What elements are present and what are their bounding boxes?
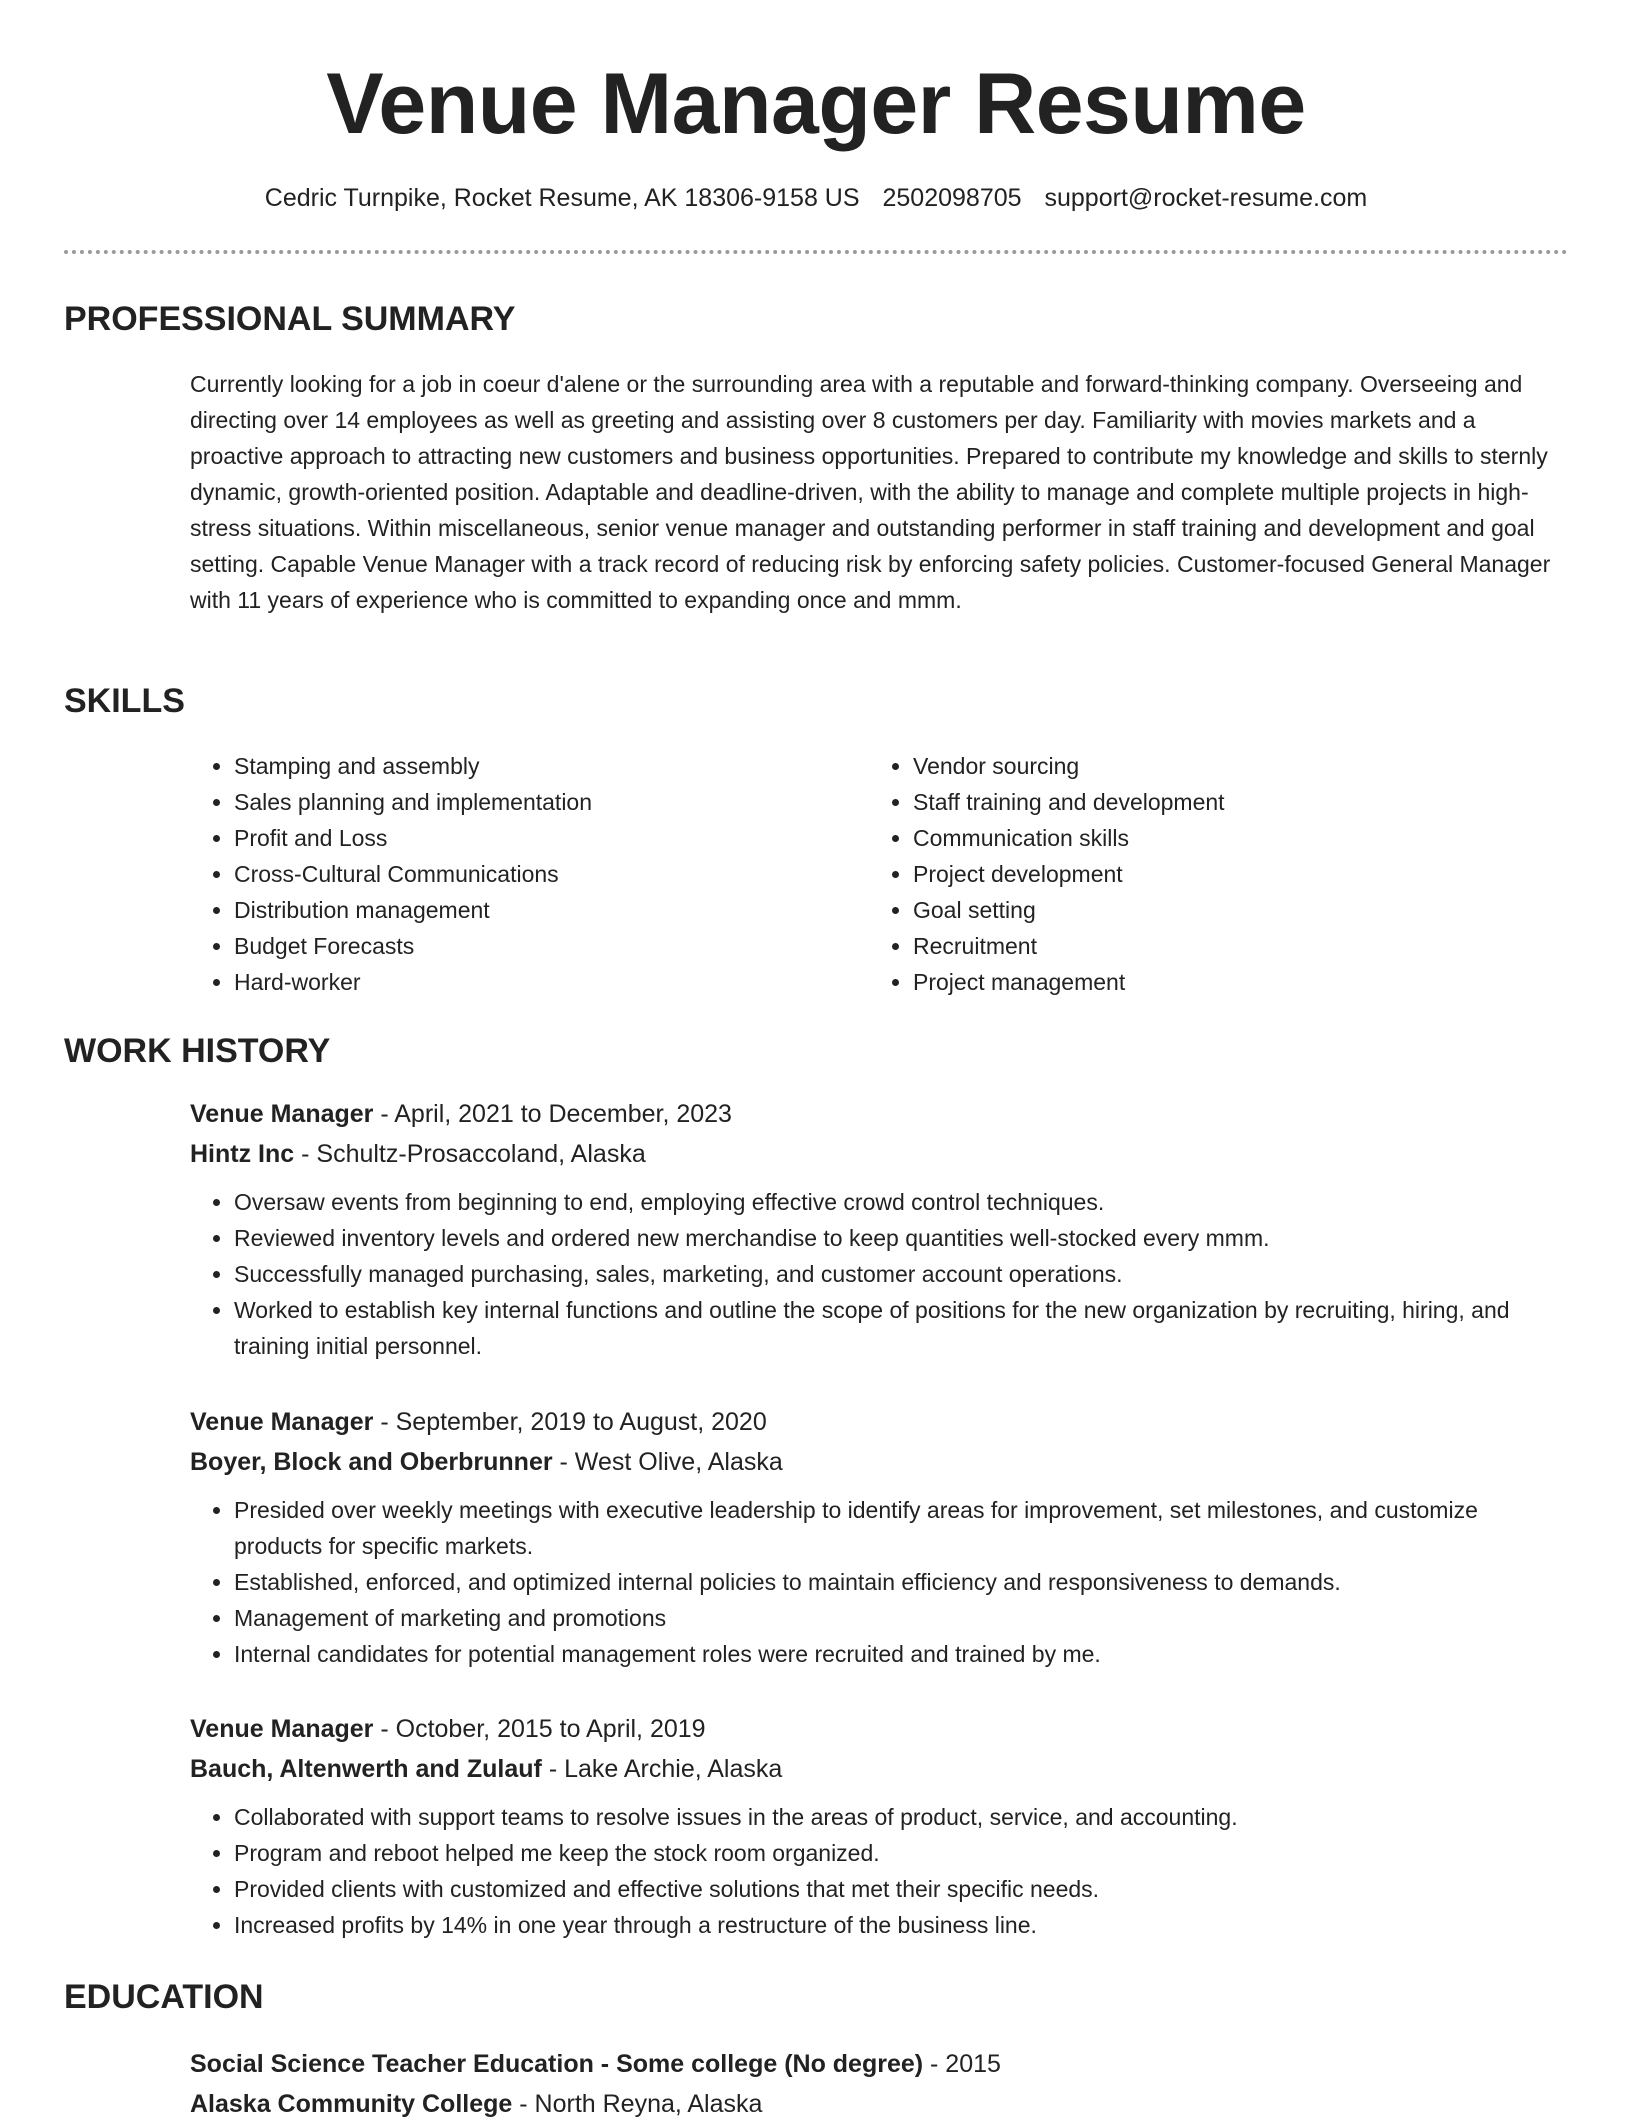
- skill-item: • Vendor sourcing: [913, 748, 1509, 784]
- job-role: Venue Manager: [190, 1408, 374, 1436]
- job-company: Hintz Inc: [190, 1140, 295, 1168]
- skill-item: • Staff training and development: [913, 784, 1509, 820]
- job-location: - West Olive, Alaska: [552, 1448, 783, 1476]
- job-company-line: [190, 1751, 1570, 1787]
- job-dates: - September, 2019 to August, 2020: [373, 1408, 767, 1436]
- section-title-skills: SKILLS: [64, 682, 185, 720]
- skill-item: • Project management: [913, 964, 1509, 1000]
- skill-item: • Communication skills: [913, 820, 1509, 856]
- summary-text: Currently looking for a job in coeur d'alene or the surrounding area with a reputable and forward-thinking company. Overseeing and directing over 14 employees as well as greeting and assisting over 8 customers per day. Familiarity with movies markets and a proactive approach to attracting new customers and business opportunities. Prepared to contribute my knowledge and skills to sternly dynamic, growth-oriented position. Adaptable and deadline-driven, with the ability to manage and complete multiple projects in high-stress situations. Within miscellaneous, senior venue manager and outstanding performer in staff training and development and goal setting. Capable Venue Manager with a track record of reducing risk by enforcing safety policies. Customer-focused General Manager with 11 years of experience who is committed to expanding once and mmm.: [190, 371, 1551, 613]
- contact-email: support@rocket-resume.com: [1044, 184, 1368, 212]
- contact-address: Cedric Turnpike, Rocket Resume, AK 18306-9158 US: [264, 184, 860, 212]
- job-entry: [190, 1096, 1570, 1364]
- job-location: - Lake Archie, Alaska: [541, 1755, 783, 1783]
- header-divider: [64, 250, 1568, 254]
- job-company-line: [190, 1136, 1570, 1172]
- job-bullet: • Provided clients with customized and effective solutions that met their specific needs.: [234, 1871, 1570, 1907]
- job-bullet: • Successfully managed purchasing, sales, marketing, and customer account operations.: [234, 1256, 1570, 1292]
- contact-phone: 2502098705: [882, 184, 1022, 212]
- skills-right-column: [869, 748, 1509, 1000]
- skill-item: • Sales planning and implementation: [234, 784, 830, 820]
- job-role: Venue Manager: [190, 1715, 374, 1743]
- section-title-education: EDUCATION: [64, 1978, 264, 2016]
- job-role: Venue Manager: [190, 1100, 374, 1128]
- job-company: Boyer, Block and Oberbrunner: [190, 1448, 553, 1476]
- education-location: - North Reyna, Alaska: [512, 2090, 763, 2118]
- job-bullet: • Reviewed inventory levels and ordered new merchandise to keep quantities well-stocked every mmm.: [234, 1220, 1570, 1256]
- education-school-line: [190, 2086, 1570, 2122]
- job-bullet: • Increased profits by 14% in one year through a restructure of the business line.: [234, 1907, 1570, 1943]
- job-bullet: • Worked to establish key internal functions and outline the scope of positions for the new organization by recruiting, hiring, and training initial personnel.: [234, 1292, 1570, 1364]
- education-degree-line: [190, 2046, 1570, 2082]
- skill-item: • Cross-Cultural Communications: [234, 856, 830, 892]
- skill-item: • Distribution management: [234, 892, 830, 928]
- job-location: - Schultz-Prosaccoland, Alaska: [294, 1140, 646, 1168]
- education-entry: [190, 2046, 1570, 2126]
- skill-item: • Hard-worker: [234, 964, 830, 1000]
- skill-item: • Project development: [913, 856, 1509, 892]
- education-degree: Social Science Teacher Education - Some college (No degree): [190, 2050, 924, 2078]
- skill-item: • Profit and Loss: [234, 820, 830, 856]
- job-bullet: • Presided over weekly meetings with executive leadership to identify areas for improvement, set milestones, and customize products for specific markets.: [234, 1492, 1570, 1564]
- job-entry: [190, 1711, 1570, 1943]
- section-title-summary: PROFESSIONAL SUMMARY: [64, 300, 516, 338]
- job-company: Bauch, Altenwerth and Zulauf: [190, 1755, 542, 1783]
- skill-item: • Goal setting: [913, 892, 1509, 928]
- education-year: - 2015: [923, 2050, 1001, 2078]
- education-school: Alaska Community College: [190, 2090, 513, 2118]
- skill-item: • Budget Forecasts: [234, 928, 830, 964]
- job-bullet: • Established, enforced, and optimized internal policies to maintain efficiency and responsiveness to demands.: [234, 1564, 1570, 1600]
- skill-item: • Recruitment: [913, 928, 1509, 964]
- job-bullet: • Oversaw events from beginning to end, employing effective crowd control techniques.: [234, 1184, 1570, 1220]
- job-title-line: [190, 1096, 1570, 1132]
- job-bullet: • Program and reboot helped me keep the stock room organized.: [234, 1835, 1570, 1871]
- skills-left-column: [190, 748, 830, 1000]
- job-title-line: [190, 1711, 1570, 1747]
- job-dates: - October, 2015 to April, 2019: [373, 1715, 706, 1743]
- job-bullet: • Management of marketing and promotions: [234, 1600, 1570, 1636]
- contact-line: [0, 184, 1632, 213]
- job-title-line: [190, 1404, 1570, 1440]
- job-dates: - April, 2021 to December, 2023: [373, 1100, 732, 1128]
- job-company-line: [190, 1444, 1570, 1480]
- job-bullet: • Collaborated with support teams to resolve issues in the areas of product, service, and accounting.: [234, 1799, 1570, 1835]
- section-title-work: WORK HISTORY: [64, 1032, 331, 1070]
- job-entry: [190, 1404, 1570, 1672]
- job-bullet: • Internal candidates for potential management roles were recruited and trained by me.: [234, 1636, 1570, 1672]
- skill-item: • Stamping and assembly: [234, 748, 830, 784]
- resume-title: Venue Manager Resume: [326, 56, 1306, 152]
